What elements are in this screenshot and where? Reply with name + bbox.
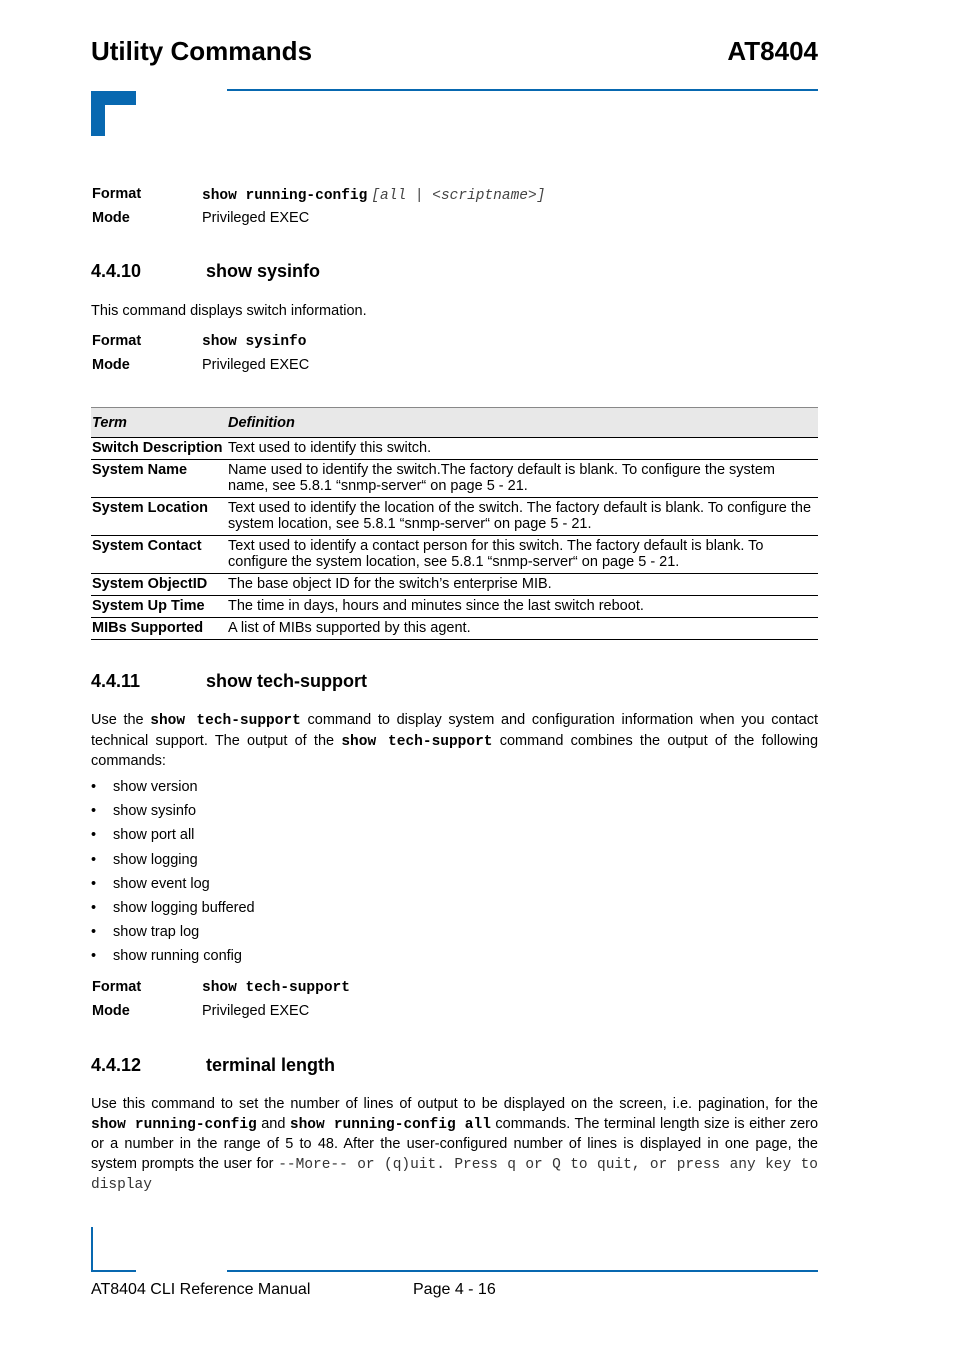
column-header-term: Term	[91, 408, 227, 438]
table-row	[91, 574, 818, 596]
inline-command: show tech-support	[341, 733, 493, 750]
bullet-icon: •	[91, 899, 97, 916]
section-paragraph	[91, 1095, 818, 1196]
list-item	[91, 803, 255, 827]
format-value	[202, 187, 545, 204]
definition-cell: The time in days, hours and minutes since the last switch reboot.	[227, 596, 818, 618]
format-command: show tech-support	[202, 980, 350, 996]
format-command: show running-config	[202, 188, 368, 204]
header-rule	[227, 89, 818, 91]
term-cell: System Up Time	[91, 596, 227, 618]
definition-cell: Name used to identify the switch.The factory default is blank. To configure the system name, see 5.8.1 “snmp-server“ on page 5 - 21.	[227, 460, 818, 498]
list-item	[91, 852, 255, 876]
inline-command: show tech-support	[150, 713, 301, 729]
format-label: Format	[92, 333, 142, 349]
page-header-title: Utility Commands	[91, 36, 313, 66]
format-command: show sysinfo	[202, 334, 307, 350]
list-item	[91, 948, 255, 972]
bullet-icon: •	[91, 827, 97, 844]
section-number: 4.4.11	[91, 671, 141, 691]
paragraph-text: command to display system and configuration information when you contact technical support. The output of the	[91, 712, 819, 749]
bullet-icon: •	[91, 875, 97, 892]
section-number: 4.4.10	[91, 261, 142, 281]
term-cell: Switch Description	[91, 438, 227, 460]
paragraph-text: Use this command to set the number of lines of output to be displayed on the screen, i.e. pagination, for the	[91, 1096, 818, 1112]
paragraph-text: command combines the output of the following commands:	[91, 732, 819, 769]
sysinfo-definition-table	[91, 407, 818, 640]
definition-cell: Text used to identify this switch.	[227, 438, 818, 460]
term-cell: System Location	[91, 498, 227, 536]
list-item	[91, 827, 255, 851]
list-item-text: show sysinfo	[113, 803, 197, 820]
section-paragraph	[91, 711, 818, 772]
term-cell: MIBs Supported	[91, 618, 227, 640]
table-row	[91, 596, 818, 618]
section-number: 4.4.12	[91, 1055, 142, 1075]
format-label: Format	[92, 186, 142, 202]
inline-prompt-text: --More-- or (q)uit. Press q or Q to quit, or press any key to display	[91, 1156, 819, 1193]
format-label: Format	[92, 979, 142, 995]
list-item	[91, 779, 255, 803]
section-heading-show-sysinfo	[91, 261, 320, 282]
table-row	[91, 618, 818, 640]
section-heading-show-tech-support	[91, 671, 367, 692]
paragraph-text: commands. The terminal length size is either zero or a number in the range of 5 to 48. After the user-configured number of lines is displayed in one page, the system prompts the user for	[91, 1115, 819, 1172]
mode-label: Mode	[92, 1003, 130, 1019]
inline-command: show running-config all	[289, 1116, 491, 1133]
paragraph-text: Use the	[91, 712, 144, 728]
list-item	[91, 900, 255, 924]
inline-command: show running-config	[91, 1116, 257, 1133]
section-title: show sysinfo	[206, 261, 321, 281]
term-cell: System Contact	[91, 536, 227, 574]
section-description: This command displays switch information.	[91, 303, 367, 319]
page-header-product: AT8404	[727, 36, 818, 66]
table-row	[91, 438, 818, 460]
column-header-definition: Definition	[227, 408, 818, 438]
list-item	[91, 924, 255, 948]
list-item-text: show version	[113, 779, 198, 795]
footer-rule	[227, 1270, 818, 1272]
format-args: [all | <scriptname>]	[371, 188, 546, 204]
definition-cell: A list of MIBs supported by this agent.	[227, 618, 818, 640]
list-item	[91, 876, 255, 900]
footer-corner-mark	[91, 1227, 93, 1272]
paragraph-text: and	[261, 1115, 286, 1132]
mode-label: Mode	[92, 210, 130, 226]
footer-manual-title: AT8404 CLI Reference Manual	[91, 1281, 311, 1298]
header-corner-mark-horizontal	[91, 91, 136, 105]
list-item-text: show running config	[113, 948, 242, 965]
list-item-text: show trap log	[113, 924, 200, 941]
section-title: terminal length	[206, 1055, 336, 1075]
bullet-icon: •	[91, 948, 97, 965]
bullet-icon: •	[91, 851, 97, 868]
list-item-text: show event log	[113, 875, 210, 892]
list-item-text: show logging buffered	[113, 899, 255, 916]
bullet-icon: •	[91, 924, 97, 941]
footer-page-number: Page 4 - 16	[413, 1281, 496, 1298]
table-row	[91, 536, 818, 574]
section-heading-terminal-length	[91, 1055, 335, 1076]
definition-cell: Text used to identify a contact person for this switch. The factory default is blank. To configure the system location, see 5.8.1 “snmp-server“ on page 5 - 21.	[227, 536, 818, 574]
table-row	[91, 460, 818, 498]
mode-label: Mode	[92, 357, 130, 373]
definition-cell: The base object ID for the switch’s enterprise MIB.	[227, 574, 818, 596]
bullet-icon: •	[91, 779, 97, 795]
command-list	[91, 779, 255, 973]
mode-value: Privileged EXEC	[202, 210, 310, 226]
term-cell: System ObjectID	[91, 574, 227, 596]
definition-cell: Text used to identify the location of the switch. The factory default is blank. To configure the system location, see 5.8.1 “snmp-server“ on page 5 - 21.	[227, 498, 818, 536]
table-row	[91, 498, 818, 536]
footer-corner-mark-horizontal	[91, 1270, 136, 1272]
list-item-text: show port all	[113, 827, 195, 844]
term-cell: System Name	[91, 460, 227, 498]
section-title: show tech-support	[206, 671, 367, 691]
mode-value: Privileged EXEC	[202, 357, 310, 373]
table-header-row	[91, 408, 818, 438]
list-item-text: show logging	[113, 851, 198, 868]
bullet-icon: •	[91, 803, 97, 820]
mode-value: Privileged EXEC	[202, 1003, 310, 1019]
